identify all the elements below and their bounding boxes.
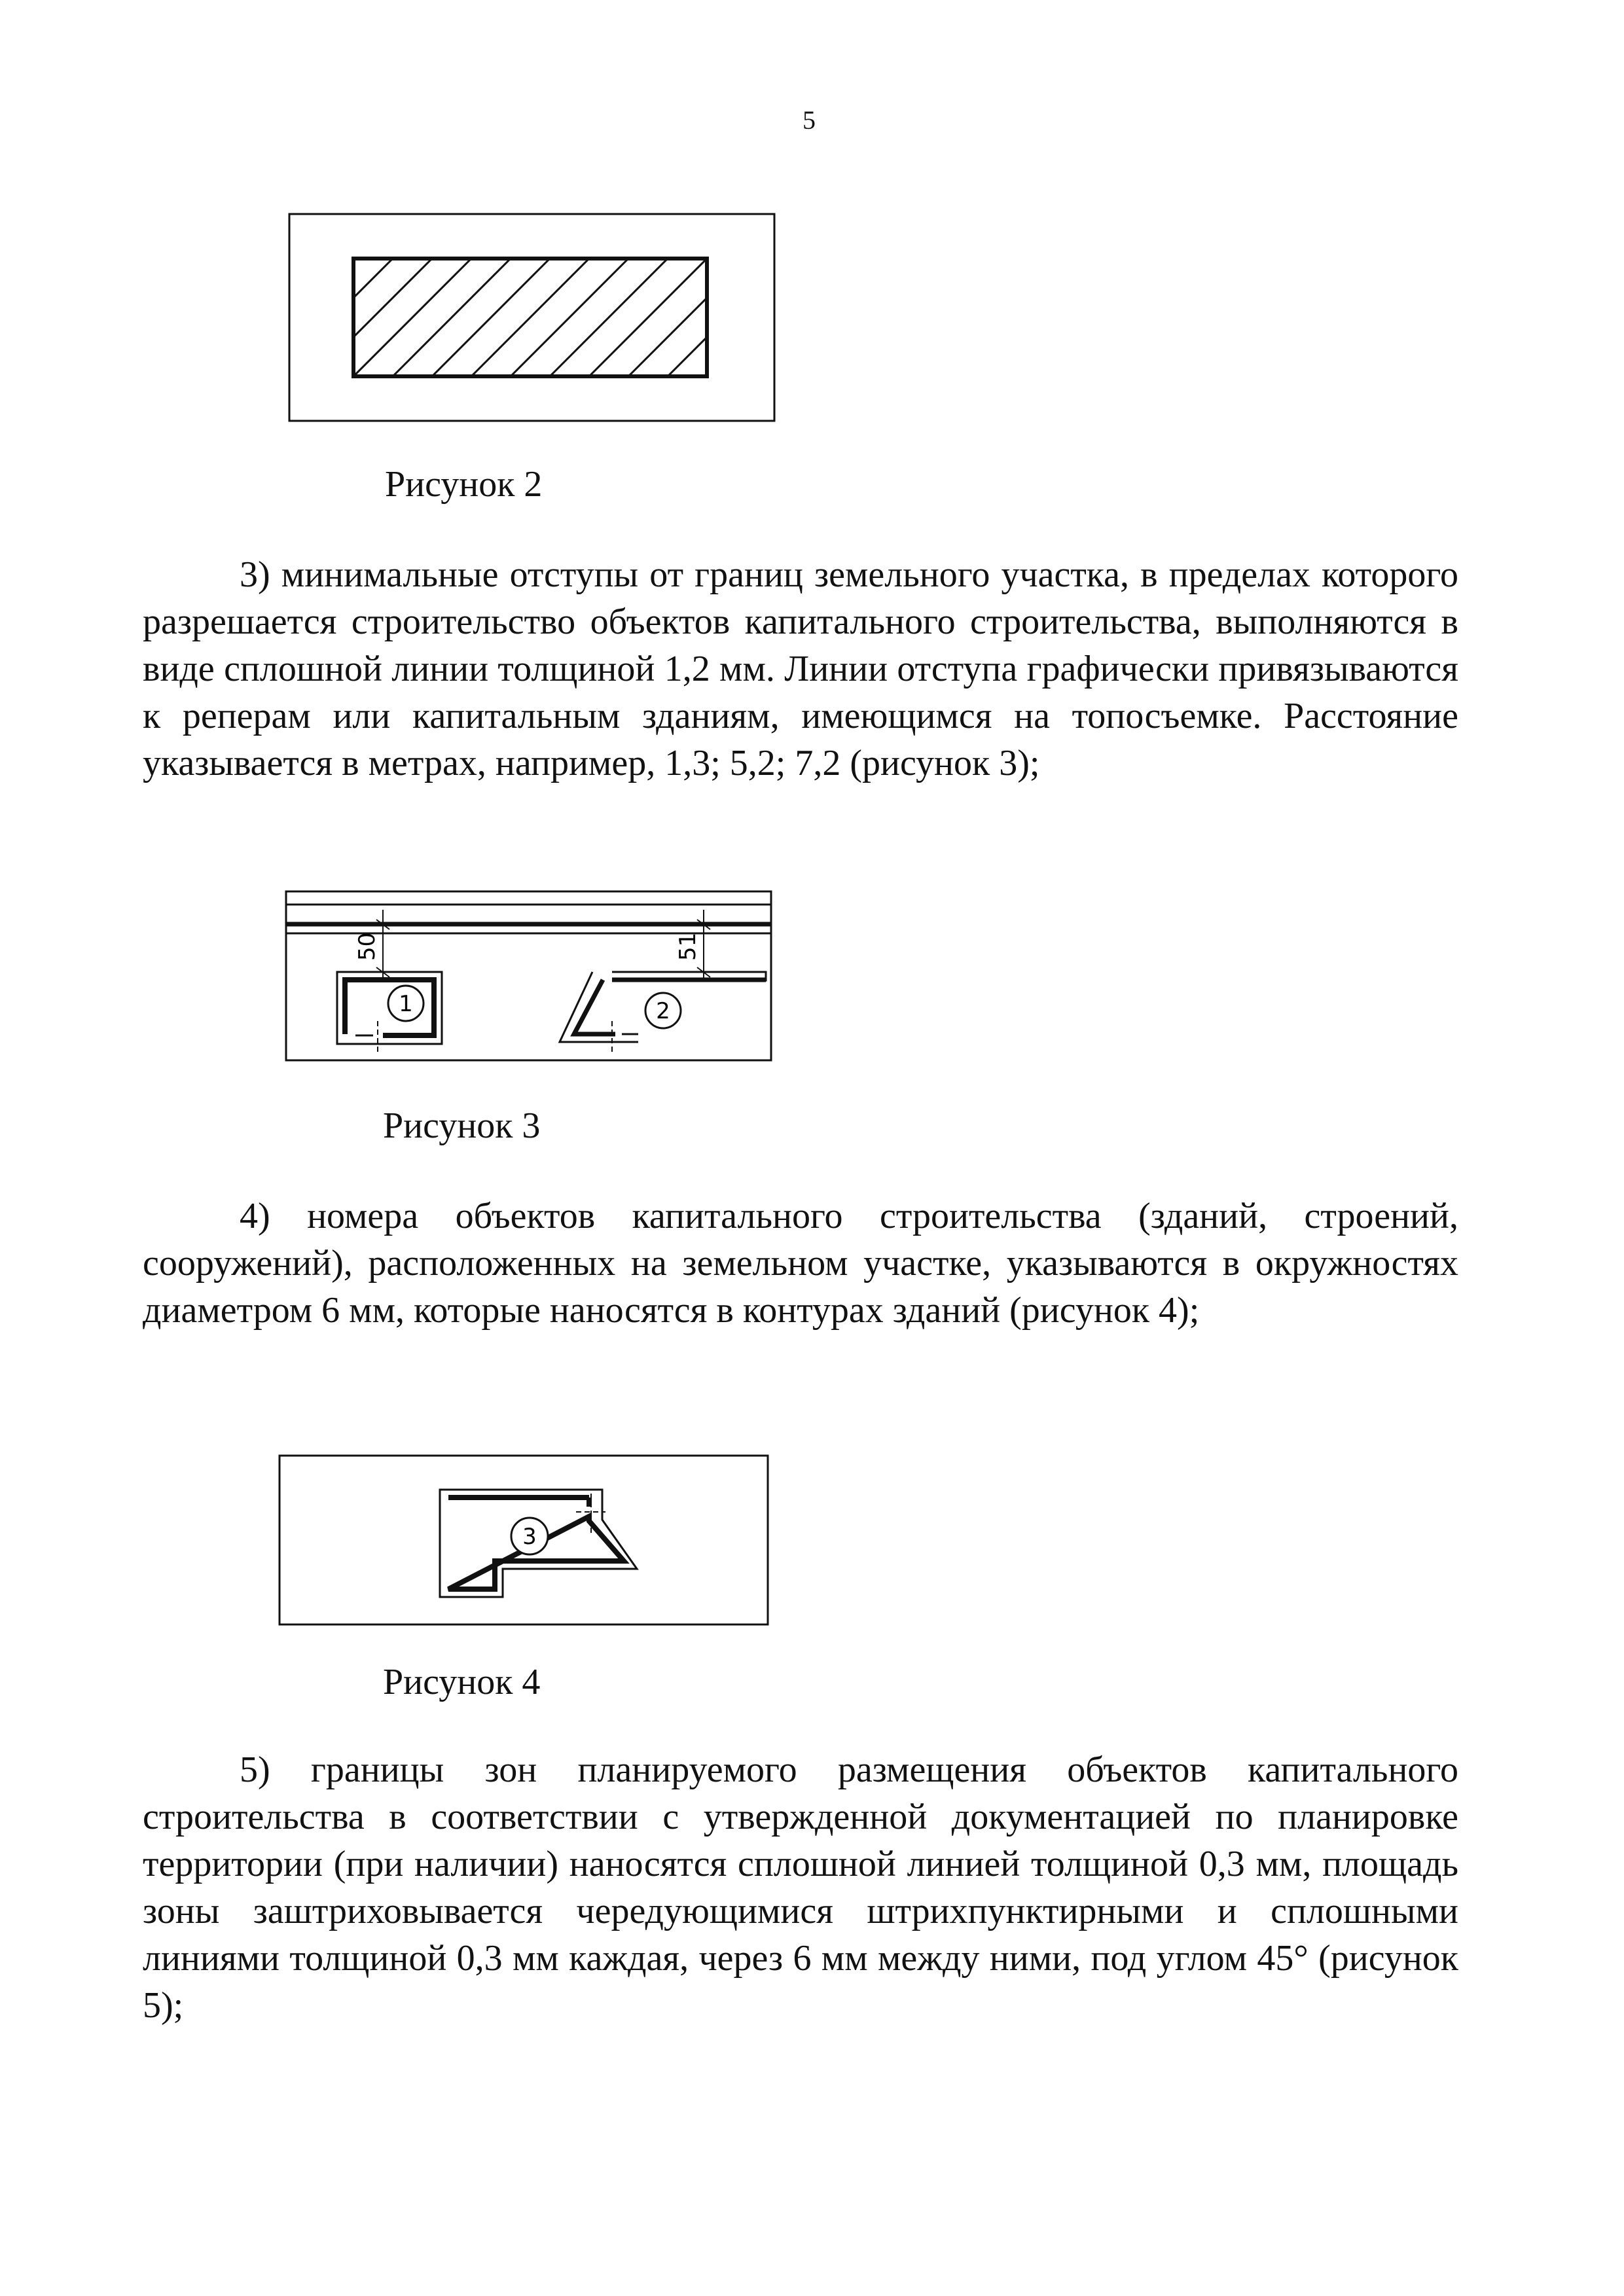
figure-3-drawing <box>285 890 772 1062</box>
dimension-50-label: 50 <box>354 932 380 961</box>
page-number: 5 <box>803 105 816 135</box>
paragraph-4: 4) номера объектов капитального строительства (зданий, строений, сооружений), расположенных на земельном участке, указываются в окружностях диаметром 6 мм, которые наносятся в контурах зданий (рисунок 4); <box>143 1196 1458 1331</box>
building-2-setback <box>574 980 615 1034</box>
paragraph-5: 5) границы зон планируемого размещения объектов капитального строительства в соответствии с утвержденной документацией по планировке территории (при наличии) наносятся сплошной линией толщиной 0,3 мм, площадь зоны заштриховывается чередующимися штрихпунктирными и сплошными линиями толщиной 0,3 мм каждая, через 6 мм между ними, под углом 45° (рисунок 5); <box>143 1749 1458 2026</box>
figure-4-caption: Рисунок 4 <box>383 1662 541 1702</box>
building-1-number: 1 <box>399 991 413 1017</box>
dimension-51-label: 51 <box>675 932 701 961</box>
parcel-boundary <box>289 214 774 421</box>
building-3-number: 3 <box>522 1524 537 1550</box>
hatch-pattern <box>288 259 776 376</box>
figure-4 <box>278 1454 769 1626</box>
figure-2-caption: Рисунок 2 <box>385 464 543 505</box>
building-2-number: 2 <box>656 998 670 1024</box>
figure-3-caption: Рисунок 3 <box>383 1105 541 1146</box>
figure-2-drawing <box>288 213 776 422</box>
figure-2 <box>288 213 776 422</box>
paragraph-3: 3) минимальные отступы от границ земельного участка, в пределах которого разрешается строительство объектов капитального строительства, выполняются в виде сплошной линии толщиной 1,2 мм. Линии отступа графически привязываются к реперам или капитальным зданиям, имеющимся на топосъемке. Расстояние указывается в метрах, например, 1,3; 5,2; 7,2 (рисунок 3); <box>143 554 1458 783</box>
figure-4-drawing <box>278 1454 769 1626</box>
figure-3 <box>285 890 772 1062</box>
